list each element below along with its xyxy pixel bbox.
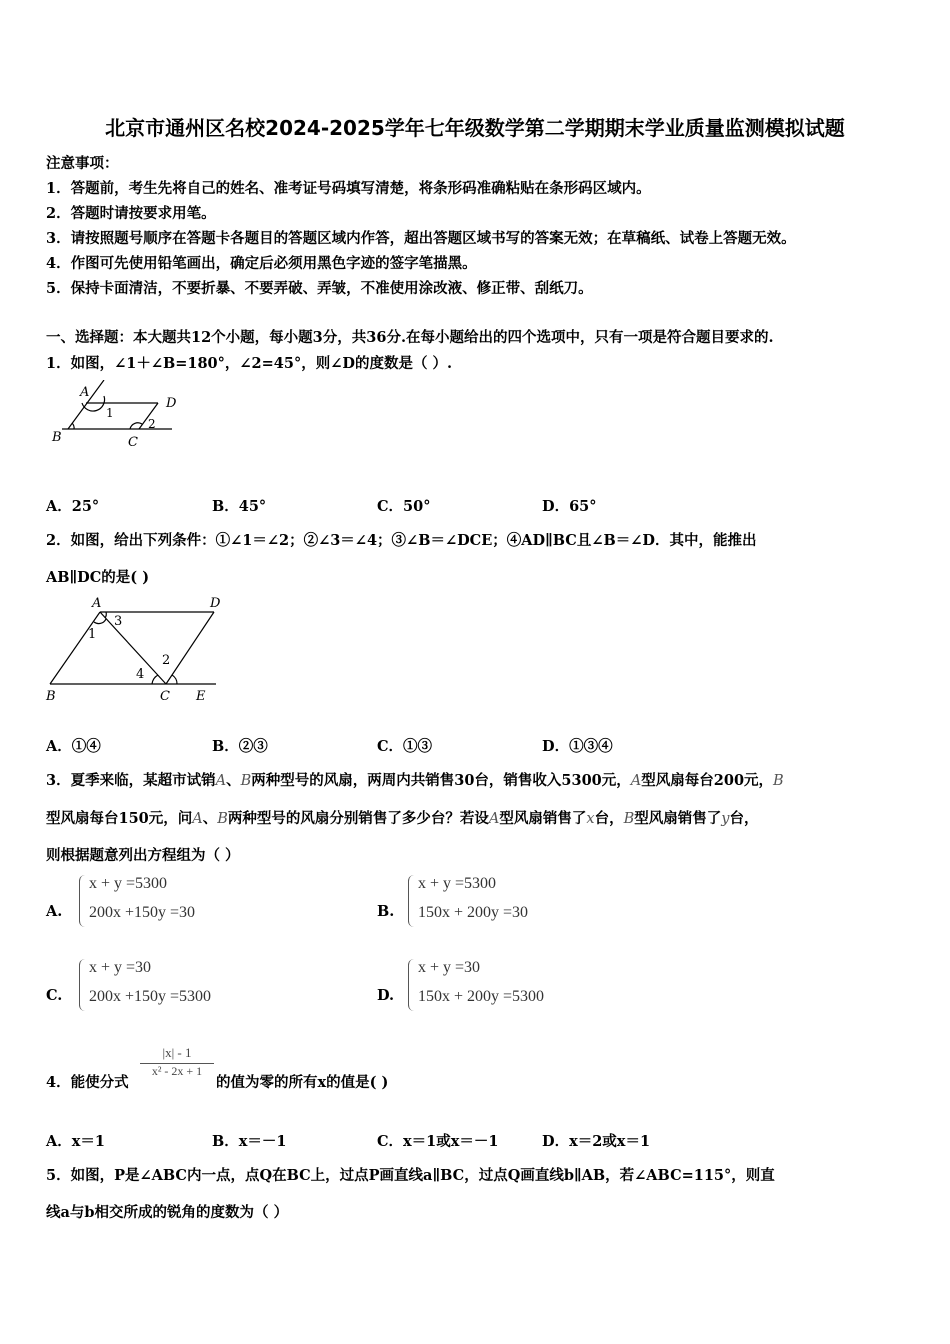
question-5-stem-cont: 线a与b相交所成的锐角的度数为（ ） (46, 1204, 289, 1221)
q3-text: 、 (226, 772, 241, 789)
q1-option-a[interactable]: A．25° (46, 498, 100, 515)
q1-label-c: C (128, 435, 138, 450)
brace-icon (408, 959, 415, 1011)
q1-label-angle-2: 2 (148, 417, 156, 431)
q2-option-d[interactable]: D．①③④ (542, 738, 613, 755)
q3-text: 、 (202, 810, 218, 827)
q2-label-c: C (160, 689, 170, 704)
q3-text: 台， (594, 810, 624, 827)
question-3-stem (46, 769, 784, 790)
q3-var-b: B (773, 773, 784, 789)
q2-option-b[interactable]: B．②③ (212, 738, 268, 755)
question-4-stem-post: 的值为零的所有x的值是( ) (216, 1074, 389, 1091)
q2-label-angle-3: 3 (114, 614, 123, 629)
q2-option-a[interactable]: A．①④ (46, 738, 101, 755)
q3-var-a: A (215, 773, 227, 789)
equation-row: 150x + 200y =30 (418, 904, 529, 921)
section-heading: 一、选择题：本大题共12个小题，每小题3分，共36分.在每小题给出的四个选项中，只有一项是符合题目要求的. (46, 329, 774, 346)
q2-label-angle-2: 2 (162, 653, 171, 668)
q4-fraction (140, 1045, 214, 1079)
q2-line-ba (50, 612, 100, 684)
q1-angle-b-arc (72, 423, 74, 429)
question-2-stem: 2．如图，给出下列条件：①∠1＝∠2；②∠3＝∠4；③∠B＝∠DCE；④AD∥BC且∠B＝∠D．其中，能推出 (46, 532, 757, 549)
fraction-numerator: |x| - 1 (162, 1045, 192, 1060)
q1-label-a: A (80, 385, 90, 400)
brace-icon (79, 959, 86, 1011)
q2-label-d: D (210, 596, 221, 611)
q2-line-ac (100, 612, 166, 684)
q2-figure (44, 592, 224, 707)
fraction-denominator: x² - 2x + 1 (151, 1064, 203, 1078)
equation-row: 200x +150y =5300 (89, 988, 212, 1005)
question-3-stem-end: 则根据题意列出方程组为（ ） (46, 847, 240, 864)
equation-row: x + y =5300 (89, 875, 168, 892)
equation-row: 200x +150y =30 (89, 904, 196, 921)
q2-angle-1-arc (94, 619, 106, 624)
q1-label-angle-1: 1 (106, 406, 114, 420)
q3-option-a[interactable]: A. (46, 903, 63, 920)
q3-var-b: B (240, 773, 252, 789)
q1-label-b: B (52, 430, 62, 445)
equation-row: 150x + 200y =5300 (418, 988, 545, 1005)
q3-text: 型风扇销售了 (634, 810, 722, 827)
q2-angle-3-arc (105, 612, 106, 618)
q1-label-d: D (166, 396, 177, 411)
q1-option-c[interactable]: C．50° (377, 498, 431, 515)
notice-heading: 注意事项： (46, 155, 119, 172)
brace-icon (79, 875, 86, 927)
q3-option-b[interactable]: B. (377, 903, 395, 920)
q3-text: 两种型号的风扇，两周内共销售30台，销售收入5300元， (251, 772, 631, 789)
q2-label-angle-4: 4 (136, 667, 145, 682)
q2-angle-4-arc (152, 675, 158, 684)
q4-option-c[interactable]: C．x＝1或x＝－1 (377, 1133, 499, 1150)
q1-option-d[interactable]: D．65° (542, 498, 597, 515)
q3-option-a-system[interactable] (79, 875, 339, 929)
q3-var-a: A (488, 811, 500, 827)
q3-var-x: x (586, 811, 595, 827)
q3-option-c[interactable]: C. (46, 987, 63, 1004)
equation-row: x + y =30 (418, 959, 481, 976)
q3-var-b: B (623, 811, 635, 827)
notice-item: 5．保持卡面清洁，不要折暴、不要弄破、弄皱，不准使用涂改液、修正带、刮纸刀。 (46, 280, 593, 297)
question-5-stem: 5．如图，P是∠ABC内一点，点Q在BC上，过点P画直线a∥BC，过点Q画直线b∥AB，若∠ABC=115°，则直 (46, 1167, 775, 1184)
q2-label-a: A (92, 596, 102, 611)
q3-text: 型风扇每台200元， (641, 772, 774, 789)
equation-row: x + y =30 (89, 959, 152, 976)
q3-option-c-system[interactable] (79, 959, 339, 1013)
brace-icon (408, 875, 415, 927)
question-4-stem-pre: 4．能使分式 (46, 1074, 129, 1091)
q1-figure (46, 380, 181, 452)
q3-option-d-system[interactable] (408, 959, 668, 1013)
notice-item: 1．答题前，考生先将自己的姓名、准考证号码填写清楚，将条形码准确粘贴在条形码区域内。 (46, 180, 651, 197)
q3-option-b-system[interactable] (408, 875, 668, 929)
page-title: 北京市通州区名校2024-2025学年七年级数学第二学期期末学业质量监测模拟试题 (105, 116, 845, 140)
q3-text: 3．夏季来临，某超市试销 (46, 772, 216, 789)
q3-var-y: y (721, 811, 730, 827)
q3-text: 两种型号的风扇分别销售了多少台？若设 (227, 810, 489, 827)
question-2-stem-cont: AB∥DC的是( ) (46, 569, 150, 586)
q4-option-d[interactable]: D．x＝2或x＝1 (542, 1133, 651, 1150)
q3-text: 型风扇销售了 (499, 810, 587, 827)
q3-option-d[interactable]: D. (377, 987, 395, 1004)
q2-label-angle-1: 1 (88, 627, 97, 642)
question-1-stem: 1．如图，∠1＋∠B=180°，∠2=45°，则∠D的度数是（ ）. (46, 355, 453, 372)
q4-option-a[interactable]: A．x＝1 (46, 1133, 105, 1150)
q2-label-b: B (46, 689, 56, 704)
q4-option-b[interactable]: B．x＝－1 (212, 1133, 287, 1150)
q3-var-a: A (630, 773, 642, 789)
q2-angle-2-arc (172, 675, 177, 684)
q3-var-a: A (192, 811, 203, 827)
equation-row: x + y =5300 (418, 875, 497, 892)
notice-item: 3．请按照题号顺序在答题卡各题目的答题区域内作答，超出答题区域书写的答案无效；在草稿纸、试卷上答题无效。 (46, 230, 796, 247)
notice-item: 2．答题时请按要求用笔。 (46, 205, 216, 222)
q2-line-dc (166, 612, 214, 684)
question-3-stem-cont (46, 807, 758, 828)
q1-option-b[interactable]: B．45° (212, 498, 267, 515)
q3-var-b: B (217, 811, 228, 827)
q2-option-c[interactable]: C．①③ (377, 738, 433, 755)
q2-label-e: E (196, 689, 206, 704)
notice-item: 4．作图可先使用铅笔画出，确定后必须用黑色字迹的签字笔描黑。 (46, 255, 477, 272)
q3-text: 台， (729, 810, 759, 827)
q3-text: 型风扇每台150元，问 (46, 810, 193, 827)
